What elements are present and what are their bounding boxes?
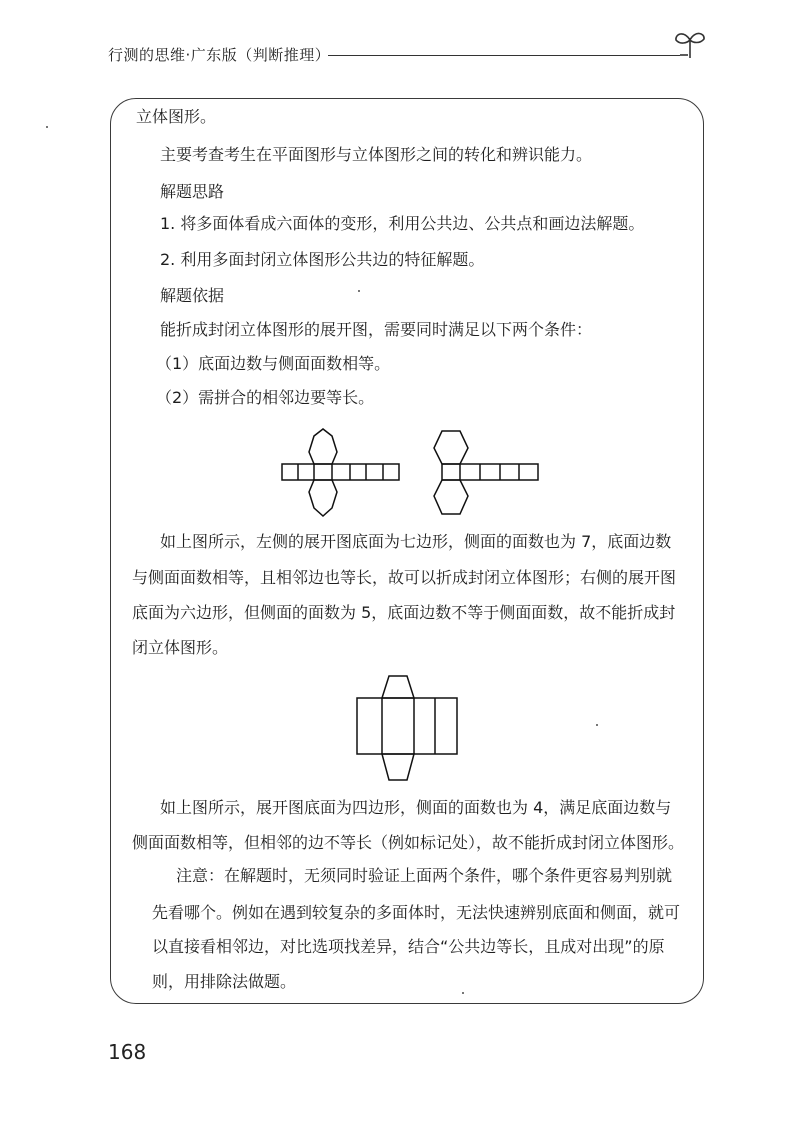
scan-speck <box>358 290 360 292</box>
page-number: 168 <box>108 1040 147 1064</box>
condition-2: （2）需拼合的相邻边要等长。 <box>156 388 375 407</box>
scan-speck <box>46 126 48 128</box>
figure-quad-net <box>352 668 462 790</box>
text-line-1: 立体图形。 <box>136 107 217 126</box>
figure-heptagon-net <box>270 418 410 524</box>
explanation-1-line-4: 闭立体图形。 <box>132 638 229 657</box>
scan-speck <box>462 992 464 994</box>
basis-intro: 能折成封闭立体图形的展开图，需要同时满足以下两个条件： <box>160 320 593 339</box>
explanation-2-line-1: 如上图所示，展开图底面为四边形，侧面的面数也为 4，满足底面边数与 <box>160 798 672 817</box>
condition-1: （1）底面边数与侧面面数相等。 <box>156 354 391 373</box>
header-rule <box>328 55 680 56</box>
explanation-1-line-1: 如上图所示，左侧的展开图底面为七边形，侧面的面数也为 7，底面边数 <box>160 532 672 551</box>
figure-hexagon-net <box>426 418 550 524</box>
sprout-icon <box>672 26 708 60</box>
approach-item-2: 2. 利用多面封闭立体图形公共边的特征解题。 <box>160 250 485 269</box>
approach-item-1: 1. 将多面体看成六面体的变形，利用公共边、公共点和画边法解题。 <box>160 214 645 233</box>
section-heading-basis: 解题依据 <box>160 286 225 305</box>
note-line-2: 先看哪个。例如在遇到较复杂的多面体时，无法快速辨别底面和侧面，就可 <box>152 903 681 922</box>
text-line-2: 主要考查考生在平面图形与立体图形之间的转化和辨识能力。 <box>160 145 593 164</box>
explanation-1-line-3: 底面为六边形，但侧面的面数为 5，底面边数不等于侧面面数，故不能折成封 <box>132 603 676 622</box>
note-line-4: 则，用排除法做题。 <box>152 972 297 991</box>
section-heading-approach: 解题思路 <box>160 182 225 201</box>
scan-speck <box>596 724 598 726</box>
running-header: 行测的思维·广东版（判断推理） <box>108 46 331 64</box>
explanation-2-line-2: 侧面面数相等，但相邻的边不等长（例如标记处），故不能折成封闭立体图形。 <box>132 833 685 852</box>
explanation-1-line-2: 与侧面面数相等，且相邻边也等长，故可以折成封闭立体图形；右侧的展开图 <box>132 568 677 587</box>
note-line-1: 注意：在解题时，无须同时验证上面两个条件，哪个条件更容易判别就 <box>176 866 673 885</box>
note-line-3: 以直接看相邻边，对比选项找差异，结合“公共边等长，且成对出现”的原 <box>152 937 665 956</box>
